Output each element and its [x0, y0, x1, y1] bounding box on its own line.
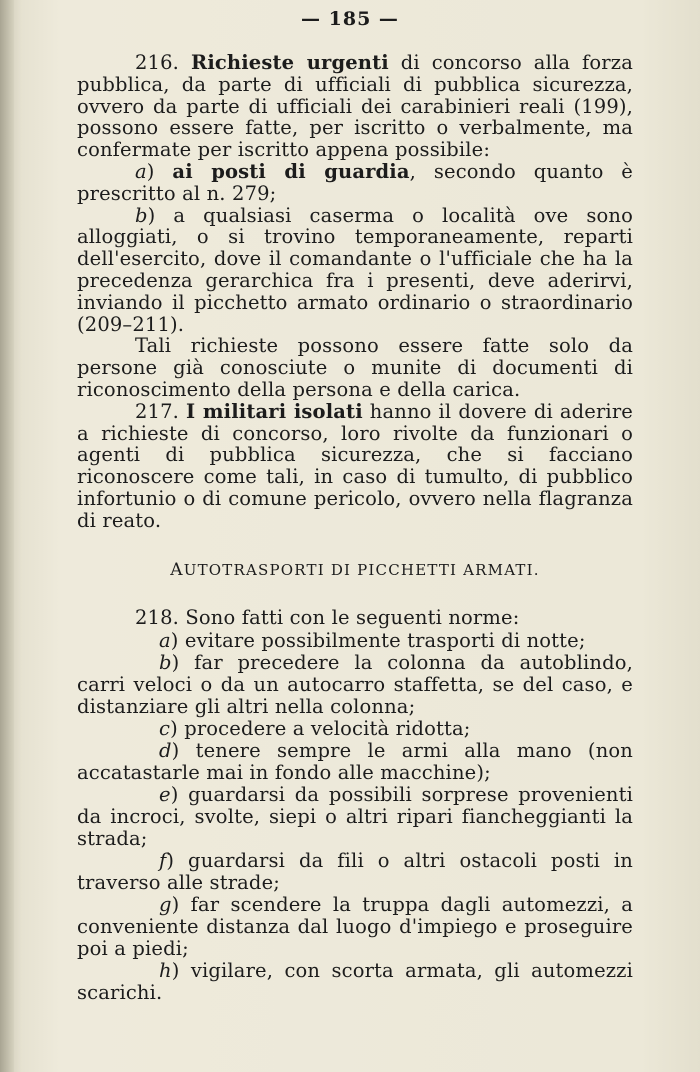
paragraph-text: di concorso alla forza pubblica, da parte di ufficiali di pubblica sicurezza, ovvero da parte di ufficiali dei carabinieri reali (199), possono essere fatte, per iscritto o verbalmente, ma confermate per iscritto appena possibile: — [77, 51, 633, 162]
list-item-b: b) far precedere la colonna da autoblindo, carri veloci o da un autocarro staffetta, se del caso, e distanziare gli altri nella colonna; — [77, 650, 633, 718]
item-text: far scendere la truppa dagli automezzi, a conveniente distanza dal luogo d'impiego e proseguire poi a piedi; — [77, 893, 633, 960]
item-letter: c — [159, 716, 171, 740]
section-heading-initial: A — [170, 559, 184, 580]
list-item-e: e) guardarsi da possibili sorprese provenienti da incroci, svolte, siepi o altri ripari fiancheggianti la strada; — [77, 783, 633, 850]
item-letter: e — [159, 783, 171, 807]
section-heading — [77, 560, 633, 582]
paragraph-218 — [77, 607, 633, 629]
list-item-g: g) far scendere la truppa dagli automezzi, a conveniente distanza dal luogo d'impiego e proseguire poi a piedi; — [77, 893, 633, 960]
paragraph-text: Sono fatti con le seguenti norme: — [179, 606, 520, 630]
item-text: procedere a velocità ridotta; — [177, 716, 471, 740]
item-letter: b — [159, 650, 172, 674]
paragraph-216-note: Tali richieste possono essere fatte solo da persone già conosciute o munite di documenti di riconoscimento della persona e della carica. — [77, 334, 633, 401]
item-letter: f — [159, 849, 167, 873]
list-item-c: c) procedere a velocità ridotta; — [159, 716, 471, 740]
list-item-h: h) vigilare, con scorta armata, gli automezzi scarichi. — [77, 959, 633, 1004]
paragraph-216 — [77, 52, 633, 161]
paragraph-number: 216. — [135, 51, 180, 74]
item-letter: a — [135, 159, 147, 183]
item-text: far precedere la colonna da autoblindo, carri veloci o da un autocarro staffetta, se del caso, e distanziare gli altri nella colonna; — [77, 650, 633, 718]
item-letter: h — [159, 959, 172, 983]
item-text: guardarsi da possibili sorprese provenienti da incroci, svolte, siepi o altri ripari fiancheggianti la strada; — [77, 783, 633, 850]
item-text: tenere sempre le armi alla mano (non accatastarle mai in fondo alle macchine); — [77, 739, 633, 784]
item-letter: b — [135, 203, 148, 227]
item-letter: a — [159, 628, 171, 652]
item-letter: d — [159, 739, 172, 763]
paragraph-number: 217. — [135, 399, 180, 423]
paragraph-216-b: b) a qualsiasi caserma o località ove sono alloggiati, o si trovino temporaneamente, reparti dell'esercito, dove il comandante o l'ufficiale che ha la precedenza gerarchica fra i presenti, deve aderirvi, inviando il picchetto armato ordinario o straordinario (209–211). — [77, 203, 633, 336]
item-text: evitare possibilmente trasporti di notte; — [178, 628, 586, 652]
list-item-d: d) tenere sempre le armi alla mano (non accatastarle mai in fondo alle macchine); — [77, 739, 633, 784]
item-text: , secondo quanto è prescritto al n. 279; — [77, 159, 633, 205]
paragraph-heading: Richieste urgenti — [190, 51, 389, 74]
item-letter: g — [159, 893, 172, 917]
section-heading-rest: UTOTRASPORTI DI PICCHETTI ARMATI. — [183, 560, 540, 579]
page-number: — 185 — — [301, 8, 399, 30]
list-item-f: f) guardarsi da fili o altri ostacoli posti in traverso alle strade; — [77, 849, 633, 894]
body-text — [77, 52, 633, 1004]
item-text: guardarsi da fili o altri ostacoli posti in traverso alle strade; — [77, 849, 633, 894]
list-item-a: a) evitare possibilmente trasporti di notte; — [159, 628, 586, 652]
page-binding-edge — [0, 0, 14, 1072]
paragraph-heading: I militari isolati — [186, 399, 363, 423]
item-heading: ai posti di guardia — [172, 159, 410, 183]
paragraph-number: 218. — [135, 606, 180, 630]
paragraph-216-a: a) ai posti di guardia, secondo quanto è prescritto al n. 279; — [77, 159, 633, 205]
item-text: vigilare, con scorta armata, gli automezzi scarichi. — [77, 959, 633, 1004]
paragraph-217 — [77, 401, 633, 532]
item-text: a qualsiasi caserma o località ove sono alloggiati, o si trovino temporaneamente, reparti dell'esercito, dove il comandante o l'ufficiale che ha la precedenza gerarchica fra i presenti, deve aderirvi, inviando il picchetto armato ordinario o straordinario (209–211). — [77, 203, 633, 336]
paragraph-text: hanno il dovere di aderire a richieste di concorso, loro rivolte da funzionari o agenti di pubblica sicurezza, che si facciano riconoscere come tali, in caso di tumulto, di pubblico infortunio o di comune pericolo, ovvero nella flagranza di reato. — [77, 399, 633, 532]
